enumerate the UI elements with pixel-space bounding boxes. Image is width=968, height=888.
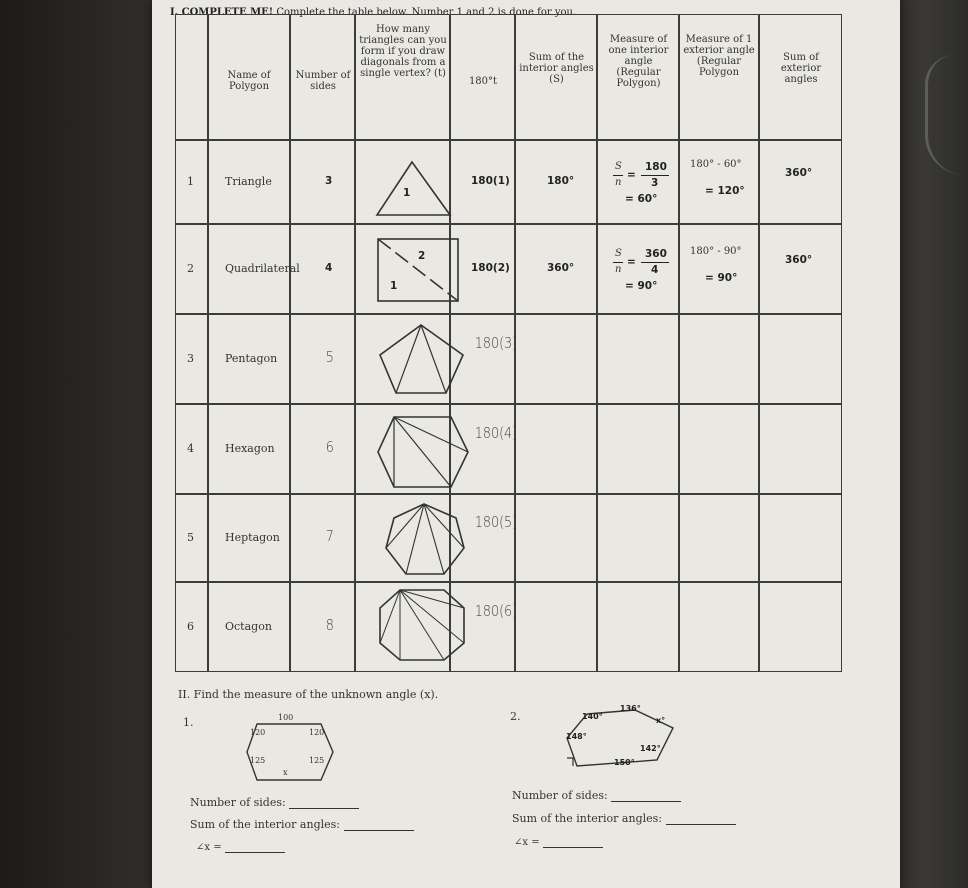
p2-angle-b: 136° bbox=[620, 704, 641, 713]
table-cell[interactable] bbox=[597, 404, 679, 494]
table-cell[interactable] bbox=[515, 404, 597, 494]
sides-value: 4 bbox=[325, 262, 333, 274]
table-cell bbox=[679, 224, 759, 314]
table-cell[interactable] bbox=[679, 582, 759, 672]
exterior-step1: 180° - 60° bbox=[690, 159, 742, 170]
sum-interior-value: 180° bbox=[547, 175, 575, 187]
polygon-name: Hexagon bbox=[225, 442, 275, 455]
p1-angle-x: x bbox=[283, 768, 288, 777]
header-interior: Measure of one interior angle (Regular Polygon) bbox=[608, 34, 669, 89]
header-sum-interior: Sum of the interior angles (S) bbox=[519, 52, 594, 85]
row-number: 1 bbox=[187, 175, 194, 188]
header-cell-num bbox=[175, 14, 208, 140]
interior-equals: = bbox=[627, 256, 636, 268]
p1-angle-ul: 120 bbox=[250, 728, 266, 737]
quadrilateral-label-2: 2 bbox=[418, 250, 426, 262]
header-sum-exterior: Sum of exterior angles bbox=[780, 52, 822, 85]
sides-value: 3 bbox=[325, 175, 333, 187]
interior-s: S bbox=[615, 161, 622, 172]
sides-handwritten: 5 bbox=[325, 348, 334, 366]
table-cell bbox=[597, 140, 679, 224]
p1-angle-ll: 125 bbox=[250, 756, 266, 765]
sides-handwritten: 6 bbox=[325, 438, 334, 456]
p1-angle-ur: 120 bbox=[309, 728, 325, 737]
octagon-diagram bbox=[378, 588, 468, 663]
p2-angle-e: 142° bbox=[640, 744, 661, 753]
table-cell bbox=[290, 404, 355, 494]
table-cell bbox=[290, 582, 355, 672]
interior-numerator: 180 bbox=[645, 161, 667, 173]
formula-value: 180(2) bbox=[471, 262, 510, 274]
interior-equals: = bbox=[627, 169, 636, 181]
interior-denominator: 3 bbox=[651, 177, 659, 189]
polygon-name: Octagon bbox=[225, 620, 272, 633]
table-cell bbox=[759, 140, 842, 224]
table-cell bbox=[759, 224, 842, 314]
problem2-number: 2. bbox=[510, 710, 521, 723]
p1-angle-top: 100 bbox=[278, 713, 294, 722]
table-cell bbox=[290, 314, 355, 404]
p2-x-blank[interactable] bbox=[543, 837, 603, 848]
table-cell[interactable] bbox=[515, 314, 597, 404]
triangle-diagram bbox=[375, 160, 455, 220]
row-number: 3 bbox=[187, 352, 194, 365]
hexagon-diagram bbox=[376, 415, 471, 490]
p1-angle-lr: 125 bbox=[309, 756, 325, 765]
header-triangles: How many triangles can you form if you draw diagonals from a single vertex? (t) bbox=[359, 24, 447, 79]
table-cell[interactable] bbox=[679, 494, 759, 582]
polygon-name: Pentagon bbox=[225, 352, 278, 365]
header-exterior: Measure of 1 exterior angle (Regular Polygon bbox=[683, 34, 755, 78]
table-cell[interactable] bbox=[759, 494, 842, 582]
fraction-bar-s bbox=[613, 262, 623, 263]
p1-sides-blank[interactable] bbox=[289, 798, 359, 809]
interior-result: = 90° bbox=[625, 280, 658, 292]
fraction-bar-s bbox=[613, 175, 623, 176]
polygon-name: Triangle bbox=[225, 175, 272, 188]
quadrilateral-diagram bbox=[376, 237, 466, 307]
sides-handwritten: 8 bbox=[325, 616, 334, 634]
problem1-number: 1. bbox=[183, 716, 194, 729]
table-cell[interactable] bbox=[759, 314, 842, 404]
part2-heading: II. Find the measure of the unknown angle (x). bbox=[178, 688, 439, 701]
quadrilateral-label-1: 1 bbox=[390, 280, 398, 292]
table-cell[interactable] bbox=[759, 582, 842, 672]
p2-angle-d: 148° bbox=[566, 732, 587, 741]
table-cell bbox=[290, 494, 355, 582]
worksheet-title: I. COMPLETE ME! Complete the table below. Number 1 and 2 is done for you. bbox=[170, 7, 577, 18]
p1-sum-interior: Sum of the interior angles: bbox=[190, 818, 414, 831]
table-cell[interactable] bbox=[679, 314, 759, 404]
table-cell bbox=[679, 140, 759, 224]
header-sides: Number of sides bbox=[295, 70, 351, 92]
header-name: Name of Polygon bbox=[227, 70, 271, 92]
p2-sum-blank[interactable] bbox=[666, 814, 736, 825]
interior-n: n bbox=[615, 177, 622, 188]
heptagon-diagram bbox=[384, 502, 466, 577]
sides-handwritten: 7 bbox=[325, 527, 334, 545]
p2-angle-a: 140° bbox=[582, 712, 603, 721]
interior-n: n bbox=[615, 264, 622, 275]
interior-denominator: 4 bbox=[651, 264, 659, 276]
triangle-label: 1 bbox=[403, 187, 411, 199]
sum-interior-value: 360° bbox=[547, 262, 575, 274]
glass-object bbox=[925, 55, 968, 175]
p1-x-blank[interactable] bbox=[225, 842, 285, 853]
table-cell bbox=[290, 140, 355, 224]
interior-s: S bbox=[615, 248, 622, 259]
interior-numerator: 360 bbox=[645, 248, 667, 260]
sum-exterior-value: 360° bbox=[785, 167, 813, 179]
p2-sum-interior: Sum of the interior angles: bbox=[512, 812, 736, 825]
polygon-name: Quadrilateral bbox=[225, 262, 300, 275]
p2-sides-blank[interactable] bbox=[611, 791, 681, 802]
formula-handwritten: 180(5) bbox=[474, 513, 518, 531]
table-cell[interactable] bbox=[597, 494, 679, 582]
table-cell[interactable] bbox=[597, 582, 679, 672]
header-formula: 180°t bbox=[468, 76, 498, 87]
p1-sum-blank[interactable] bbox=[344, 820, 414, 831]
formula-value: 180(1) bbox=[471, 175, 510, 187]
row-number: 2 bbox=[187, 262, 194, 275]
row-number: 4 bbox=[187, 442, 194, 455]
p1-angle-x-answer: ∠x = bbox=[196, 842, 285, 853]
row-number: 5 bbox=[187, 531, 194, 544]
table-cell[interactable] bbox=[515, 582, 597, 672]
pentagon-diagram bbox=[378, 323, 468, 395]
p2-angle-x-answer: ∠x = bbox=[514, 837, 603, 848]
fraction-bar-value bbox=[641, 175, 669, 176]
table-cell[interactable] bbox=[597, 314, 679, 404]
table-cell[interactable] bbox=[759, 404, 842, 494]
exterior-step1: 180° - 90° bbox=[690, 246, 742, 257]
p2-number-of-sides: Number of sides: bbox=[512, 789, 681, 802]
table-cell[interactable] bbox=[515, 494, 597, 582]
exterior-result: = 90° bbox=[705, 272, 738, 284]
exterior-result: = 120° bbox=[705, 185, 745, 197]
interior-result: = 60° bbox=[625, 193, 658, 205]
formula-handwritten: 180(4) bbox=[474, 424, 518, 442]
background-left bbox=[0, 0, 150, 888]
table-cell bbox=[597, 224, 679, 314]
sum-exterior-value: 360° bbox=[785, 254, 813, 266]
formula-handwritten: 180(3) bbox=[474, 334, 518, 352]
table-cell[interactable] bbox=[679, 404, 759, 494]
p1-number-of-sides: Number of sides: bbox=[190, 796, 359, 809]
p2-angle-f: 150° bbox=[614, 758, 635, 767]
formula-handwritten: 180(6) bbox=[474, 602, 518, 620]
p2-angle-c: x° bbox=[656, 716, 666, 725]
polygon-name: Heptagon bbox=[225, 531, 280, 544]
fraction-bar-value bbox=[641, 262, 669, 263]
row-number: 6 bbox=[187, 620, 194, 633]
